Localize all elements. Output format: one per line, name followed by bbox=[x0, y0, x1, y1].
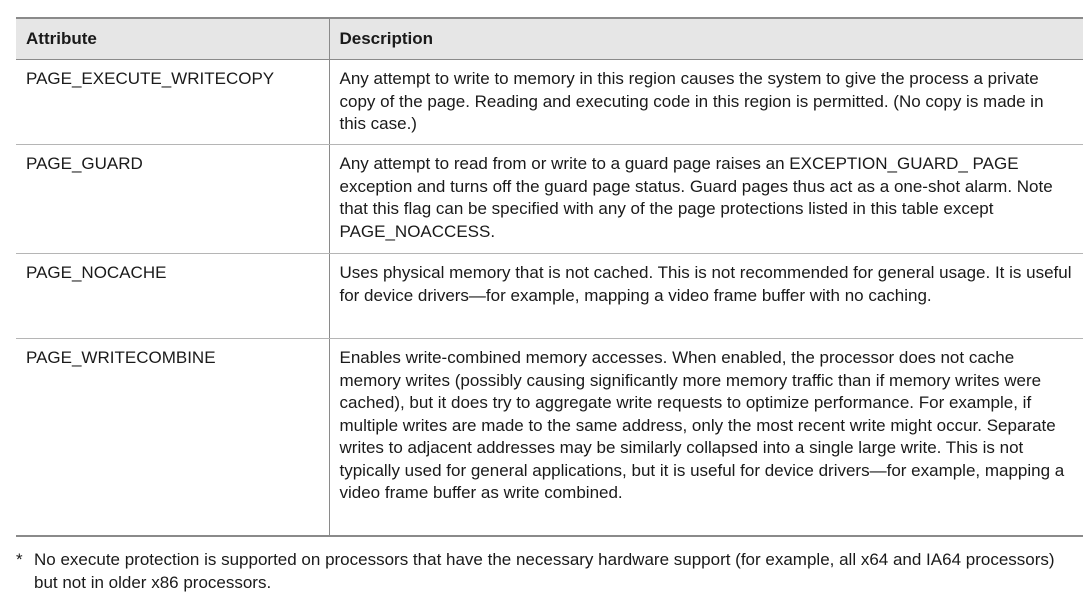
attribute-cell: PAGE_GUARD bbox=[16, 145, 329, 254]
table-header bbox=[16, 18, 1083, 60]
memory-protection-table-container bbox=[16, 17, 1083, 537]
table-row bbox=[16, 254, 1083, 339]
attribute-column-header: Attribute bbox=[16, 18, 329, 60]
table-row bbox=[16, 60, 1083, 145]
table-row bbox=[16, 339, 1083, 536]
attribute-cell: PAGE_NOCACHE bbox=[16, 254, 329, 339]
description-cell: Any attempt to write to memory in this region causes the system to give the process a private copy of the page. Reading and executing code in this region is permitted. (No copy is made in this case.) bbox=[329, 60, 1083, 145]
description-column-header: Description bbox=[329, 18, 1083, 60]
table-footnote bbox=[16, 548, 1081, 594]
memory-protection-table bbox=[16, 17, 1083, 537]
footnote-marker: * bbox=[16, 550, 23, 569]
footnote-text: No execute protection is supported on processors that have the necessary hardware support (for example, all x64 and IA64 processors) but not in older x86 processors. bbox=[34, 550, 1055, 592]
description-cell: Enables write-combined memory accesses. When enabled, the processor does not cache memory writes (possibly causing significantly more memory traffic than if memory writes were cached), but it does try to aggregate write requests to optimize performance. For example, if multiple writes are made to the same address, only the most recent write might occur. Separate writes to adjacent addresses may be similarly collapsed into a single large write. This is not typically used for general applications, but it is useful for device drivers—for example, mapping a video frame buffer as write combined. bbox=[329, 339, 1083, 536]
table-body bbox=[16, 60, 1083, 536]
description-cell: Any attempt to read from or write to a guard page raises an EXCEPTION_GUARD_ PAGE exception and turns off the guard page status. Guard pages thus act as a one-shot alarm. Note that this flag can be specified with any of the page protections listed in this table except PAGE_NOACCESS. bbox=[329, 145, 1083, 254]
table-row bbox=[16, 145, 1083, 254]
attribute-cell: PAGE_EXECUTE_WRITECOPY bbox=[16, 60, 329, 145]
attribute-cell: PAGE_WRITECOMBINE bbox=[16, 339, 329, 536]
description-cell: Uses physical memory that is not cached. This is not recommended for general usage. It is useful for device drivers—for example, mapping a video frame buffer with no caching. bbox=[329, 254, 1083, 339]
header-row bbox=[16, 18, 1083, 60]
